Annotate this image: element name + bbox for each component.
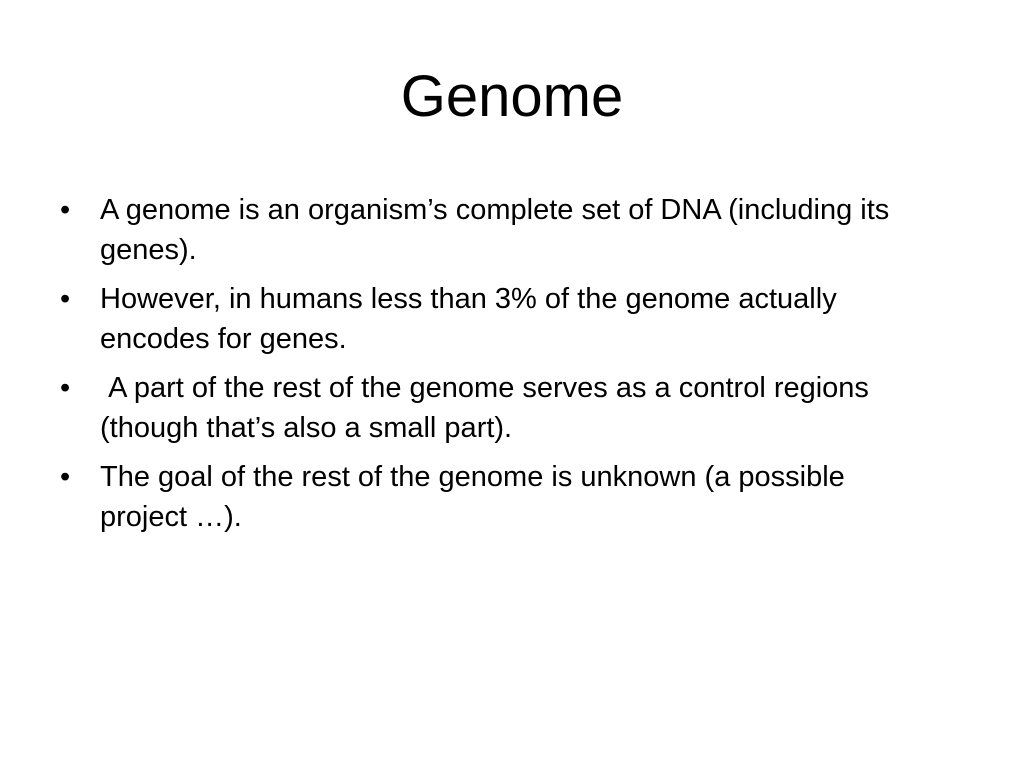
bullet-item <box>56 368 916 448</box>
bullet-marker: • <box>60 194 71 226</box>
bullet-text: A genome is an organism’s complete set of DNA (including its genes). <box>100 194 898 266</box>
bullet-text: However, in humans less than 3% of the genome actually encodes for genes. <box>100 283 845 355</box>
bullet-item <box>56 279 916 359</box>
bullet-list <box>56 190 916 546</box>
bullet-item <box>56 457 916 537</box>
bullet-text: The goal of the rest of the genome is unknown (a possible project …). <box>100 461 853 533</box>
bullet-marker: • <box>60 372 71 404</box>
bullet-text: A part of the rest of the genome serves as a control regions (though that’s also a small part). <box>100 372 877 444</box>
slide-title: Genome <box>400 64 624 129</box>
bullet-item <box>56 190 916 270</box>
bullet-marker: • <box>60 283 71 315</box>
bullet-marker: • <box>60 461 71 493</box>
